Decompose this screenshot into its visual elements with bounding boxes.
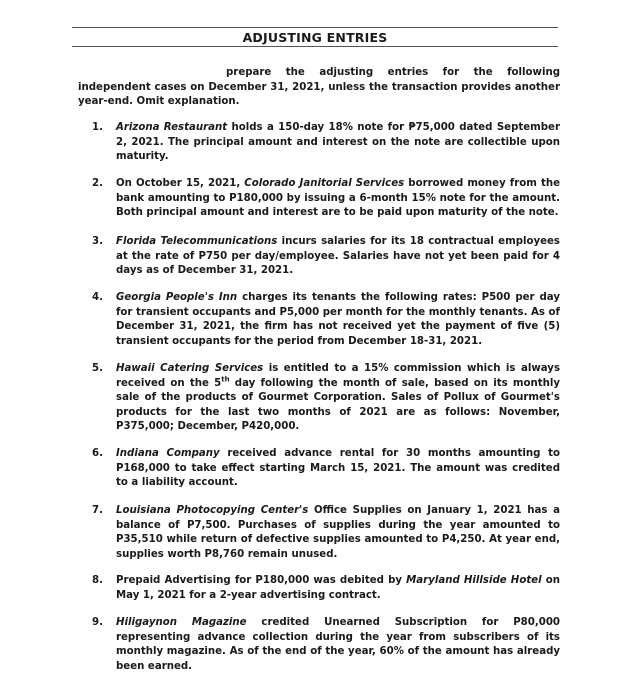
entity-name: Indiana Company (116, 448, 220, 459)
item-number: 6. (92, 448, 103, 459)
item-text (116, 574, 560, 603)
item-number: 9. (92, 617, 103, 628)
text-run: Prepaid Advertising for P180,000 was debited by (116, 575, 407, 586)
entity-name: Hawaii Catering Services (116, 363, 264, 374)
text-run: is entitled to a 15% commission which is always received on the 5 (116, 363, 561, 389)
title-top-rule (72, 27, 558, 28)
item-text (116, 616, 560, 674)
item-text (116, 177, 560, 221)
item-number: 5. (92, 363, 103, 374)
item-text (116, 504, 560, 562)
list-item (92, 177, 560, 221)
list-item (92, 447, 560, 491)
text-run: charges its tenants the following rates: P500 per day for transient occupants and P5,000 per month for the monthly tenants. As of December 31, 2021, the firm has not received yet the payment of five (5) transient occupants for the period from December 18-31, 2021. (116, 292, 560, 347)
item-number: 2. (92, 178, 103, 189)
title-bottom-rule (72, 46, 558, 47)
list-item (92, 574, 560, 603)
text-run: incurs salaries for its 18 contractual employees at the rate of P750 per day/employee. Salaries have not yet been paid for 4 days as of December 31, 2021. (116, 236, 560, 277)
item-number: 7. (92, 505, 103, 516)
item-text (116, 291, 560, 349)
entity-name: Colorado Janitorial Services (244, 178, 405, 189)
text-run: received advance rental for 30 months amounting to P168,000 to take effect starting March 15, 2021. The amount was credited to a liability account. (116, 448, 560, 489)
text-run: On October 15, 2021, (116, 178, 245, 189)
list-item (92, 291, 560, 349)
item-text (116, 235, 560, 279)
list-item (92, 235, 560, 279)
entity-name: Georgia People's Inn (116, 292, 238, 303)
list-item (92, 121, 560, 165)
text-run: day following the month of sale, based on its monthly sale of the products of Gourmet Corporation. Sales of Pollux of Gourmet's products for the last two months of 2021 are as follows: November, P375,000; December, P420,000. (116, 377, 561, 433)
item-text (116, 121, 560, 165)
item-text (116, 447, 560, 491)
item-number: 8. (92, 575, 103, 586)
entity-name: Arizona Restaurant (116, 122, 228, 133)
item-number: 3. (92, 236, 103, 247)
text-run: Office Supplies on January 1, 2021 has a balance of P7,500. Purchases of supplies during the year amounted to P35,510 while return of defective supplies amounted to P4,250. At year end, supplies worth P8,760 remain unused. (116, 505, 560, 560)
entity-name: Maryland Hillside Hotel (406, 575, 542, 586)
superscript: th (221, 375, 230, 384)
entity-name: Louisiana Photocopying Center's (116, 505, 309, 516)
text-run: borrowed money from the bank amounting to P180,000 by issuing a 6-month 15% note for the amount. Both principal amount and interest are to be paid upon maturity of the note. (116, 178, 560, 219)
list-item (92, 616, 560, 674)
instructions-paragraph (78, 66, 560, 110)
text-run: credited Unearned Subscription for P80,000 representing advance collection during the year from subscribers of its monthly magazine. As of the end of the year, 60% of the amount has already been earned. (116, 617, 560, 672)
text-run: holds a 150-day 18% note for ₱75,000 dated September 2, 2021. The principal amount and interest on the note are collectible upon maturity. (116, 122, 560, 163)
item-text (116, 362, 560, 435)
page-title: ADJUSTING ENTRIES (242, 30, 388, 45)
item-number: 4. (92, 292, 103, 303)
entity-name: Florida Telecommunications (116, 236, 278, 247)
list-item (92, 362, 560, 435)
list-item (92, 504, 560, 562)
entity-name: Hiligaynon Magazine (116, 617, 247, 628)
instructions-text: prepare the adjusting entries for the following independent cases on December 31, 2021, unless the transaction provides another year-end. Omit explanation. (78, 67, 560, 107)
text-run: on May 1, 2021 for a 2-year advertising contract. (116, 575, 560, 601)
item-number: 1. (92, 122, 103, 133)
